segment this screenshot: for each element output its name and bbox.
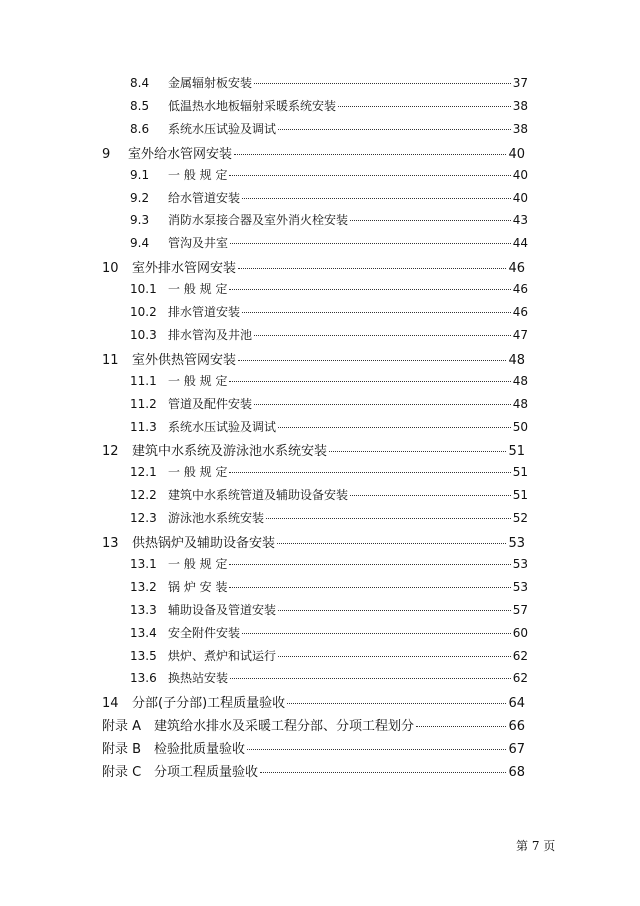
toc-entry-number: 8.4 <box>130 76 150 90</box>
toc-leader-dots <box>278 610 511 611</box>
toc-entry-number: 8.6 <box>130 121 150 136</box>
toc-entry-title: 烘炉、煮炉和试运行 <box>168 648 277 663</box>
toc-subsection-entry <box>130 624 528 641</box>
toc-entry-number: 10 <box>102 261 119 277</box>
toc-entry-page: 51 <box>512 488 528 503</box>
toc-entry-number: 9 <box>102 146 111 162</box>
toc-leader-dots <box>254 404 511 405</box>
toc-entry-page: 66 <box>508 719 525 735</box>
toc-leader-dots <box>278 656 511 657</box>
toc-leader-dots <box>229 564 510 565</box>
toc-leader-dots <box>229 472 510 473</box>
toc-entry-number: 8.5 <box>130 98 150 113</box>
toc-entry-number: 9.3 <box>130 213 150 228</box>
toc-leader-dots <box>350 220 511 221</box>
toc-leader-dots <box>234 154 506 155</box>
toc-entry-number: 13.5 <box>130 648 157 663</box>
toc-entry-title: 低温热水地板辐射采暖系统安装 <box>168 98 337 113</box>
toc-entry-title: 分部(子分部)工程质量验收 <box>132 696 286 712</box>
toc-entry-title: 供热锅炉及辅助设备安装 <box>132 536 276 551</box>
toc-entry-page: 53 <box>512 556 528 571</box>
toc-subsection-entry <box>130 166 528 183</box>
toc-subsection-entry <box>130 578 528 595</box>
toc-entry-title: 检验批质量验收 <box>154 742 246 758</box>
toc-leader-dots <box>266 518 511 519</box>
toc-appendix-entry <box>102 761 525 780</box>
toc-leader-dots <box>242 312 511 313</box>
toc-entry-title: 排水管沟及井池 <box>168 327 253 342</box>
toc-subsection-entry <box>130 463 528 480</box>
toc-leader-dots <box>254 83 511 84</box>
toc-entry-title: 一 般 规 定 <box>168 465 228 480</box>
toc-entry-title: 建筑给水排水及采暖工程分部、分项工程划分 <box>154 719 415 735</box>
toc-entry-title: 消防水泵接合器及室外消火栓安装 <box>168 213 349 228</box>
toc-entry-title: 系统水压试验及调试 <box>168 121 277 136</box>
toc-subsection-entry <box>130 189 528 206</box>
toc-leader-dots <box>329 451 506 452</box>
toc-subsection-entry <box>130 669 528 686</box>
toc-entry-number: 12.2 <box>130 488 157 503</box>
toc-entry-title: 一 般 规 定 <box>168 556 228 571</box>
toc-entry-title: 一 般 规 定 <box>168 167 228 182</box>
toc-entry-number: 11.3 <box>130 419 157 434</box>
toc-leader-dots <box>277 543 506 544</box>
toc-entry-number: 9.2 <box>130 190 150 205</box>
toc-chapter-entry <box>102 257 525 276</box>
toc-chapter-entry <box>102 349 525 368</box>
toc-entry-number: 9.4 <box>130 236 150 251</box>
toc-entry-page: 68 <box>508 765 525 780</box>
toc-entry-number: 附录 A <box>102 719 142 735</box>
toc-entry-number: 14 <box>102 696 119 712</box>
toc-entry-title: 建筑中水系统管道及辅助设备安装 <box>168 488 349 503</box>
toc-entry-number: 11.1 <box>130 373 157 388</box>
toc-entry-title: 排水管道安装 <box>168 305 241 319</box>
toc-entry-title: 系统水压试验及调试 <box>168 419 277 434</box>
toc-subsection-entry <box>130 211 528 228</box>
toc-subsection-entry <box>130 326 528 343</box>
toc-entry-page: 51 <box>508 444 525 460</box>
toc-leader-dots <box>350 495 511 496</box>
toc-entry-page: 40 <box>512 190 528 205</box>
toc-entry-page: 62 <box>512 671 528 686</box>
toc-subsection-entry <box>130 486 528 503</box>
toc-chapter-entry <box>102 692 525 711</box>
toc-entry-number: 11 <box>102 352 119 368</box>
toc-appendix-entry <box>102 738 525 757</box>
toc-entry-number: 11.2 <box>130 396 157 411</box>
toc-entry-number: 12.3 <box>130 511 157 526</box>
toc-entry-page: 62 <box>512 648 528 663</box>
toc-leader-dots <box>229 381 510 382</box>
toc-entry-number: 13 <box>102 536 119 551</box>
toc-entry-number: 13.3 <box>130 602 157 617</box>
toc-entry-page: 48 <box>512 396 528 411</box>
toc-leader-dots <box>229 587 510 588</box>
toc-entry-title: 室外供热管网安装 <box>132 352 237 368</box>
toc-subsection-entry <box>130 303 528 320</box>
toc-appendix-entry <box>102 715 525 734</box>
toc-entry-title: 建筑中水系统及游泳池水系统安装 <box>132 444 328 460</box>
toc-entry-page: 48 <box>508 352 525 368</box>
toc-entry-page: 64 <box>508 696 525 712</box>
toc-entry-page: 40 <box>512 167 528 182</box>
page-number: 第 7 页 <box>516 839 556 853</box>
toc-entry-number: 13.2 <box>130 579 157 594</box>
toc-entry-page: 53 <box>508 536 525 551</box>
toc-entry-page: 46 <box>508 261 525 277</box>
toc-subsection-entry <box>130 555 528 572</box>
toc-entry-page: 46 <box>512 282 528 297</box>
toc-subsection-entry <box>130 280 528 297</box>
toc-leader-dots <box>238 360 506 361</box>
toc-entry-page: 38 <box>512 98 528 113</box>
toc-subsection-entry <box>130 74 528 91</box>
toc-subsection-entry <box>130 97 528 114</box>
toc-entry-title: 给水管道安装 <box>168 190 241 205</box>
toc-entry-number: 12 <box>102 444 119 460</box>
toc-entry-number: 13.6 <box>130 671 157 686</box>
toc-leader-dots <box>229 175 510 176</box>
toc-entry-number: 10.1 <box>130 282 157 297</box>
toc-entry-title: 一 般 规 定 <box>168 373 228 388</box>
toc-entry-page: 37 <box>512 76 528 90</box>
toc-entry-page: 60 <box>512 625 528 640</box>
toc-entry-page: 50 <box>512 419 528 434</box>
toc-entry-title: 金属辐射板安装 <box>168 76 253 90</box>
toc-leader-dots <box>254 335 511 336</box>
toc-leader-dots <box>338 106 511 107</box>
toc-leader-dots <box>287 703 506 704</box>
toc-entry-title: 管道及配件安装 <box>168 396 253 411</box>
toc-entry-page: 46 <box>512 305 528 319</box>
toc-entry-page: 43 <box>512 213 528 228</box>
toc-entry-title: 管沟及井室 <box>168 236 229 251</box>
toc-leader-dots <box>242 633 511 634</box>
toc-entry-title: 一 般 规 定 <box>168 282 228 297</box>
toc-subsection-entry <box>130 509 528 526</box>
toc-leader-dots <box>260 772 506 773</box>
toc-chapter-entry <box>102 532 525 551</box>
toc-entry-number: 10.2 <box>130 305 157 319</box>
toc-chapter-entry <box>102 143 525 162</box>
toc-entry-page: 38 <box>512 121 528 136</box>
toc-entry-page: 48 <box>512 373 528 388</box>
toc-entry-title: 游泳池水系统安装 <box>168 511 265 526</box>
toc-subsection-entry <box>130 234 528 251</box>
toc-entry-page: 52 <box>512 511 528 526</box>
toc-subsection-entry <box>130 120 528 137</box>
toc-subsection-entry <box>130 601 528 618</box>
toc-leader-dots <box>230 243 511 244</box>
toc-entry-page: 44 <box>512 236 528 251</box>
toc-entry-number: 附录 B <box>102 742 142 758</box>
toc-entry-number: 13.1 <box>130 556 157 571</box>
toc-entry-title: 安全附件安装 <box>168 625 241 640</box>
toc-subsection-entry <box>130 372 528 389</box>
toc-entry-number: 12.1 <box>130 465 157 480</box>
toc-entry-page: 47 <box>512 327 528 342</box>
toc-chapter-entry <box>102 440 525 459</box>
toc-leader-dots <box>416 726 506 727</box>
toc-leader-dots <box>229 289 510 290</box>
toc-subsection-entry <box>130 647 528 664</box>
toc-entry-title: 室外排水管网安装 <box>132 261 237 277</box>
toc-entry-title: 分项工程质量验收 <box>154 765 259 780</box>
toc-leader-dots <box>278 129 511 130</box>
toc-entry-page: 53 <box>512 579 528 594</box>
toc-entry-page: 57 <box>512 602 528 617</box>
toc-leader-dots <box>278 427 511 428</box>
toc-entry-title: 室外给水管网安装 <box>128 146 233 162</box>
toc-entry-number: 附录 C <box>102 765 142 780</box>
toc-entry-number: 9.1 <box>130 167 150 182</box>
toc-entry-title: 锅 炉 安 装 <box>168 579 228 594</box>
toc-entry-page: 51 <box>512 465 528 480</box>
toc-leader-dots <box>247 749 506 750</box>
toc-entry-page: 67 <box>508 742 525 758</box>
toc-subsection-entry <box>130 418 528 435</box>
toc-entry-page: 40 <box>508 146 525 162</box>
toc-leader-dots <box>242 198 511 199</box>
toc-entry-number: 10.3 <box>130 327 157 342</box>
toc-entry-number: 13.4 <box>130 625 157 640</box>
toc-leader-dots <box>230 678 511 679</box>
toc-subsection-entry <box>130 395 528 412</box>
toc-entry-title: 辅助设备及管道安装 <box>168 602 277 617</box>
toc-entry-title: 换热站安装 <box>168 671 229 686</box>
toc-leader-dots <box>238 268 506 269</box>
